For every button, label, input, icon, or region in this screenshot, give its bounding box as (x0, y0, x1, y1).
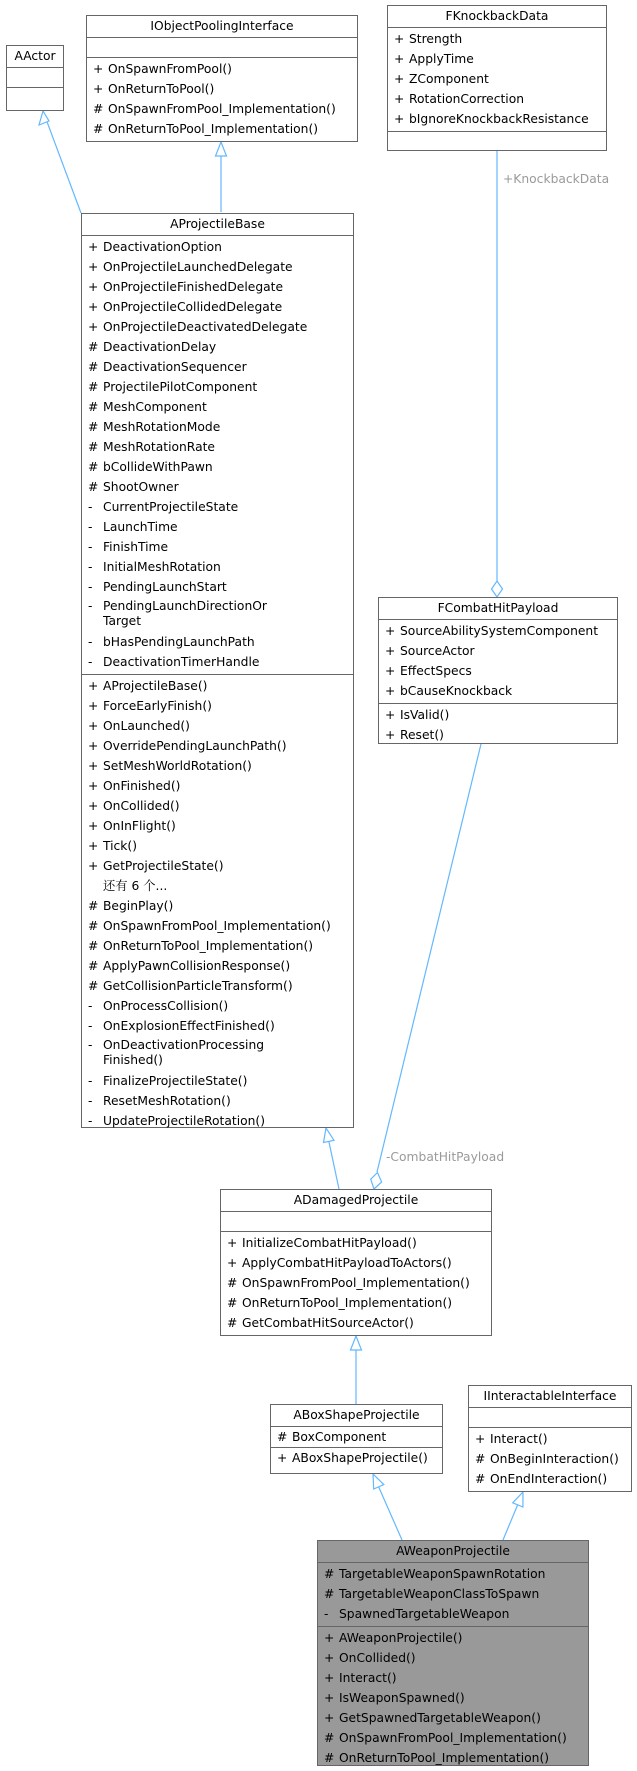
member-name: ResetMeshRotation() (103, 1094, 231, 1108)
visibility-marker: + (88, 280, 99, 294)
member-name: ForceEarlyFinish() (103, 699, 212, 713)
class-title: ADamagedProjectile (221, 1190, 491, 1212)
member-row (318, 1688, 588, 1708)
member-row (82, 437, 353, 457)
member-row (469, 1449, 631, 1469)
member-row (318, 1668, 588, 1688)
class-iobjectpoolinginterface[interactable] (86, 15, 358, 142)
member-row (469, 1469, 631, 1489)
member-row (318, 1648, 588, 1668)
member-name: bCollideWithPawn (103, 460, 213, 474)
attributes-section (7, 68, 63, 88)
member-name: GetCollisionParticleTransform() (103, 979, 293, 993)
member-name: 还有 6 个... (103, 879, 168, 893)
visibility-marker: - (88, 520, 93, 534)
member-name: bIgnoreKnockbackResistance (409, 112, 589, 126)
class-aweaponprojectile[interactable] (317, 1540, 589, 1766)
member-name: Strength (409, 32, 463, 46)
member-name: DeactivationTimerHandle (103, 655, 260, 669)
member-row (82, 676, 353, 696)
visibility-marker: + (93, 62, 104, 76)
member-row (82, 317, 353, 337)
visibility-marker: + (227, 1236, 238, 1250)
visibility-marker: - (88, 1019, 93, 1033)
visibility-marker: + (88, 699, 99, 713)
member-row (318, 1728, 588, 1748)
member-name: MeshComponent (103, 400, 207, 414)
class-title: FCombatHitPayload (379, 598, 617, 620)
visibility-marker: # (88, 460, 99, 474)
member-row (379, 641, 617, 661)
visibility-marker: # (475, 1472, 486, 1486)
member-row (82, 337, 353, 357)
member-row (388, 69, 606, 89)
visibility-marker: + (93, 82, 104, 96)
class-iinteractableinterface[interactable] (468, 1385, 632, 1492)
visibility-marker: # (88, 939, 99, 953)
visibility-marker: - (88, 540, 93, 554)
member-name: OnReturnToPool() (108, 82, 215, 96)
member-row (82, 936, 353, 956)
operations-section (318, 1627, 588, 1770)
operations-section (7, 88, 63, 107)
member-row (469, 1429, 631, 1449)
member-name: DeactivationOption (103, 240, 222, 254)
member-name: EffectSpecs (400, 664, 472, 678)
visibility-marker: # (88, 340, 99, 354)
member-row (82, 916, 353, 936)
member-row (388, 89, 606, 109)
member-row (388, 29, 606, 49)
member-name: OnSpawnFromPool_Implementation() (108, 102, 336, 116)
member-row (271, 1448, 442, 1468)
attributes-section (388, 28, 606, 132)
member-name: Interact() (339, 1671, 397, 1685)
member-row (82, 796, 353, 816)
member-name: OnSpawnFromPool() (108, 62, 232, 76)
visibility-marker: # (88, 979, 99, 993)
member-name: OnProjectileLaunchedDelegate (103, 260, 293, 274)
member-name: Tick() (103, 839, 138, 853)
member-row (82, 756, 353, 776)
attributes-section (221, 1212, 491, 1232)
visibility-marker: # (88, 919, 99, 933)
visibility-marker: + (88, 240, 99, 254)
member-row (82, 696, 353, 716)
member-row (379, 681, 617, 701)
member-name: SourceActor (400, 644, 475, 658)
member-row (82, 577, 353, 597)
visibility-marker: + (324, 1651, 335, 1665)
visibility-marker: + (324, 1631, 335, 1645)
member-name: PendingLaunchDirectionOr Target (103, 599, 267, 628)
member-name: BeginPlay() (103, 899, 174, 913)
member-name: OnCollided() (339, 1651, 416, 1665)
visibility-marker: + (394, 52, 405, 66)
member-row (87, 119, 357, 139)
visibility-marker: - (88, 599, 93, 613)
member-name: OnSpawnFromPool_Implementation() (339, 1731, 567, 1745)
class-title: FKnockbackData (388, 6, 606, 28)
member-row (82, 517, 353, 537)
operations-section (221, 1232, 491, 1335)
member-name: ApplyPawnCollisionResponse() (103, 959, 291, 973)
member-row (87, 79, 357, 99)
member-name: TargetableWeaponSpawnRotation (339, 1567, 546, 1581)
member-name: OnReturnToPool_Implementation() (242, 1296, 453, 1310)
member-row (318, 1708, 588, 1728)
member-row (82, 397, 353, 417)
visibility-marker: + (385, 644, 396, 658)
member-row (221, 1313, 491, 1333)
visibility-marker: - (88, 1038, 93, 1052)
operations-section (379, 704, 617, 747)
visibility-marker: + (385, 664, 396, 678)
member-row (82, 652, 353, 672)
visibility-marker: + (324, 1711, 335, 1725)
visibility-marker: + (88, 799, 99, 813)
member-name: OnReturnToPool_Implementation() (108, 122, 319, 136)
class-aboxshapeprojectile[interactable] (270, 1404, 443, 1474)
member-row (82, 896, 353, 916)
visibility-marker: # (324, 1587, 335, 1601)
visibility-marker: + (88, 739, 99, 753)
member-row (82, 996, 353, 1016)
member-row (82, 277, 353, 297)
visibility-marker: + (394, 112, 405, 126)
attributes-section (87, 38, 357, 58)
member-row (318, 1604, 588, 1624)
member-row (82, 497, 353, 517)
member-row (318, 1564, 588, 1584)
member-name: OnReturnToPool_Implementation() (103, 939, 314, 953)
member-name: IsWeaponSpawned() (339, 1691, 465, 1705)
member-row (82, 297, 353, 317)
member-row (82, 557, 353, 577)
operations-section (388, 132, 606, 151)
edge-label-combathitpayload: -CombatHitPayload (386, 1150, 505, 1164)
visibility-marker: # (88, 380, 99, 394)
member-row (82, 1091, 353, 1111)
visibility-marker: # (227, 1276, 238, 1290)
member-name: IsValid() (400, 708, 450, 722)
operations-section (271, 1448, 442, 1468)
visibility-marker: + (394, 92, 405, 106)
visibility-marker: + (88, 859, 99, 873)
member-name: ABoxShapeProjectile() (292, 1451, 428, 1465)
class-title: ABoxShapeProjectile (271, 1405, 442, 1427)
member-row (379, 621, 617, 641)
member-row (82, 776, 353, 796)
visibility-marker: + (277, 1451, 288, 1465)
edge-projectilebase-to-aactor (43, 111, 81, 213)
member-row (82, 736, 353, 756)
member-row (82, 237, 353, 257)
member-row (221, 1273, 491, 1293)
member-row (271, 1427, 442, 1447)
member-name: MeshRotationMode (103, 420, 221, 434)
member-name: ShootOwner (103, 480, 179, 494)
visibility-marker: # (227, 1316, 238, 1330)
member-name: OnProjectileFinishedDelegate (103, 280, 284, 294)
member-name: TargetableWeaponClassToSpawn (339, 1587, 540, 1601)
class-fknockbackdata[interactable] (387, 5, 607, 151)
visibility-marker: + (88, 679, 99, 693)
visibility-marker: - (88, 1094, 93, 1108)
member-row (318, 1628, 588, 1648)
member-name: OnProjectileDeactivatedDelegate (103, 320, 308, 334)
member-row (82, 1036, 353, 1071)
inheritance-arrowhead (216, 142, 227, 156)
member-name: ProjectilePilotComponent (103, 380, 258, 394)
visibility-marker: # (324, 1567, 335, 1581)
member-row (82, 597, 353, 632)
visibility-marker: + (385, 728, 396, 742)
member-name: DeactivationSequencer (103, 360, 247, 374)
member-name: AWeaponProjectile() (339, 1631, 463, 1645)
member-name: SpawnedTargetableWeapon (339, 1607, 510, 1621)
member-name: Interact() (490, 1432, 548, 1446)
visibility-marker: # (93, 122, 104, 136)
visibility-marker: + (88, 819, 99, 833)
operations-section (87, 58, 357, 141)
member-name: ApplyCombatHitPayloadToActors() (242, 1256, 452, 1270)
member-name: PendingLaunchStart (103, 580, 227, 594)
member-name: InitializeCombatHitPayload() (242, 1236, 417, 1250)
member-name: SetMeshWorldRotation() (103, 759, 252, 773)
visibility-marker: + (88, 300, 99, 314)
class-title: AWeaponProjectile (318, 1541, 588, 1563)
class-aactor[interactable] (6, 45, 64, 111)
visibility-marker: # (88, 360, 99, 374)
member-name: bCauseKnockback (400, 684, 513, 698)
visibility-marker: - (88, 580, 93, 594)
member-name: OnProcessCollision() (103, 999, 229, 1013)
attributes-section (379, 620, 617, 704)
member-name: OverridePendingLaunchPath() (103, 739, 287, 753)
class-title: IObjectPoolingInterface (87, 16, 357, 38)
visibility-marker: # (324, 1731, 335, 1745)
class-title: IInteractableInterface (469, 1386, 631, 1408)
visibility-marker: + (475, 1432, 486, 1446)
member-name: FinishTime (103, 540, 169, 554)
member-row (221, 1233, 491, 1253)
inheritance-arrowhead (513, 1492, 523, 1507)
member-row (82, 716, 353, 736)
member-row (221, 1293, 491, 1313)
visibility-marker: # (88, 440, 99, 454)
member-name: OnReturnToPool_Implementation() (339, 1751, 550, 1765)
member-name: ApplyTime (409, 52, 474, 66)
visibility-marker: # (88, 959, 99, 973)
visibility-marker: # (88, 480, 99, 494)
member-row (82, 816, 353, 836)
member-name: BoxComponent (292, 1430, 387, 1444)
visibility-marker: + (88, 759, 99, 773)
member-row (82, 457, 353, 477)
visibility-marker: + (88, 839, 99, 853)
visibility-marker: # (88, 400, 99, 414)
visibility-marker: # (227, 1296, 238, 1310)
member-row (318, 1584, 588, 1604)
visibility-marker: + (385, 684, 396, 698)
member-name: FinalizeProjectileState() (103, 1074, 248, 1088)
member-name: Reset() (400, 728, 444, 742)
member-name: AProjectileBase() (103, 679, 208, 693)
member-name: OnDeactivationProcessing Finished() (103, 1038, 265, 1067)
member-name: OnSpawnFromPool_Implementation() (242, 1276, 470, 1290)
member-row (82, 632, 353, 652)
member-row (82, 856, 353, 876)
inheritance-arrowhead (373, 1474, 384, 1489)
member-row (82, 357, 353, 377)
visibility-marker: # (88, 420, 99, 434)
member-name: OnCollided() (103, 799, 180, 813)
member-name: OnLaunched() (103, 719, 190, 733)
member-row (379, 705, 617, 725)
visibility-marker: + (88, 719, 99, 733)
member-name: OnInFlight() (103, 819, 176, 833)
member-row (221, 1253, 491, 1273)
member-name: OnEndInteraction() (490, 1472, 608, 1486)
visibility-marker: + (385, 708, 396, 722)
member-name: ZComponent (409, 72, 489, 86)
more-members-row (82, 876, 353, 896)
member-name: OnFinished() (103, 779, 181, 793)
operations-section (82, 675, 353, 1133)
visibility-marker: # (88, 899, 99, 913)
member-row (82, 377, 353, 397)
member-row (388, 49, 606, 69)
member-name: RotationCorrection (409, 92, 525, 106)
class-adamagedprojectile[interactable] (220, 1189, 492, 1336)
member-name: GetProjectileState() (103, 859, 224, 873)
member-name: GetCombatHitSourceActor() (242, 1316, 414, 1330)
member-name: DeactivationDelay (103, 340, 217, 354)
aggregation-diamond (371, 1173, 382, 1190)
edge-label-knockbackdata: +KnockbackData (503, 172, 610, 186)
member-row (82, 257, 353, 277)
attributes-section (271, 1427, 442, 1448)
visibility-marker: - (88, 1114, 93, 1128)
member-row (82, 477, 353, 497)
class-title: AProjectileBase (82, 214, 353, 236)
member-row (82, 976, 353, 996)
visibility-marker: + (394, 32, 405, 46)
member-name: CurrentProjectileState (103, 500, 239, 514)
visibility-marker: - (88, 560, 93, 574)
member-row (379, 661, 617, 681)
attributes-section (318, 1563, 588, 1627)
visibility-marker: + (324, 1691, 335, 1705)
visibility-marker: - (88, 1074, 93, 1088)
edge-combathit-aggregation (377, 744, 481, 1172)
visibility-marker: + (394, 72, 405, 86)
visibility-marker: # (277, 1430, 288, 1444)
member-row (87, 59, 357, 79)
visibility-marker: - (324, 1607, 329, 1621)
member-name: MeshRotationRate (103, 440, 215, 454)
member-name: OnExplosionEffectFinished() (103, 1019, 275, 1033)
visibility-marker: + (88, 779, 99, 793)
class-aprojectilebase[interactable] (81, 213, 354, 1128)
visibility-marker: - (88, 500, 93, 514)
member-row (82, 1111, 353, 1131)
visibility-marker: - (88, 999, 93, 1013)
member-name: bHasPendingLaunchPath (103, 635, 255, 649)
member-row (82, 537, 353, 557)
visibility-marker (88, 876, 103, 896)
member-row (82, 836, 353, 856)
visibility-marker: # (93, 102, 104, 116)
member-row (318, 1748, 588, 1768)
attributes-section (82, 236, 353, 675)
visibility-marker: + (324, 1671, 335, 1685)
member-row (87, 99, 357, 119)
inheritance-arrowhead (351, 1336, 362, 1350)
class-title: AActor (7, 46, 63, 68)
visibility-marker: # (475, 1452, 486, 1466)
visibility-marker: + (88, 260, 99, 274)
visibility-marker: - (88, 655, 93, 669)
visibility-marker: # (324, 1751, 335, 1765)
member-name: InitialMeshRotation (103, 560, 221, 574)
member-row (82, 417, 353, 437)
operations-section (469, 1428, 631, 1491)
member-row (82, 1016, 353, 1036)
aggregation-diamond (492, 581, 503, 597)
member-row (82, 1071, 353, 1091)
attributes-section (469, 1408, 631, 1428)
member-row (379, 725, 617, 745)
member-name: OnSpawnFromPool_Implementation() (103, 919, 331, 933)
member-name: GetSpawnedTargetableWeapon() (339, 1711, 541, 1725)
member-row (388, 109, 606, 129)
member-name: LaunchTime (103, 520, 178, 534)
visibility-marker: + (385, 624, 396, 638)
member-name: UpdateProjectileRotation() (103, 1114, 266, 1128)
member-name: OnProjectileCollidedDelegate (103, 300, 283, 314)
visibility-marker: + (88, 320, 99, 334)
visibility-marker: + (227, 1256, 238, 1270)
class-fcombathitpayload[interactable] (378, 597, 618, 744)
member-row (82, 956, 353, 976)
member-name: SourceAbilitySystemComponent (400, 624, 599, 638)
member-name: OnBeginInteraction() (490, 1452, 619, 1466)
visibility-marker: - (88, 635, 93, 649)
